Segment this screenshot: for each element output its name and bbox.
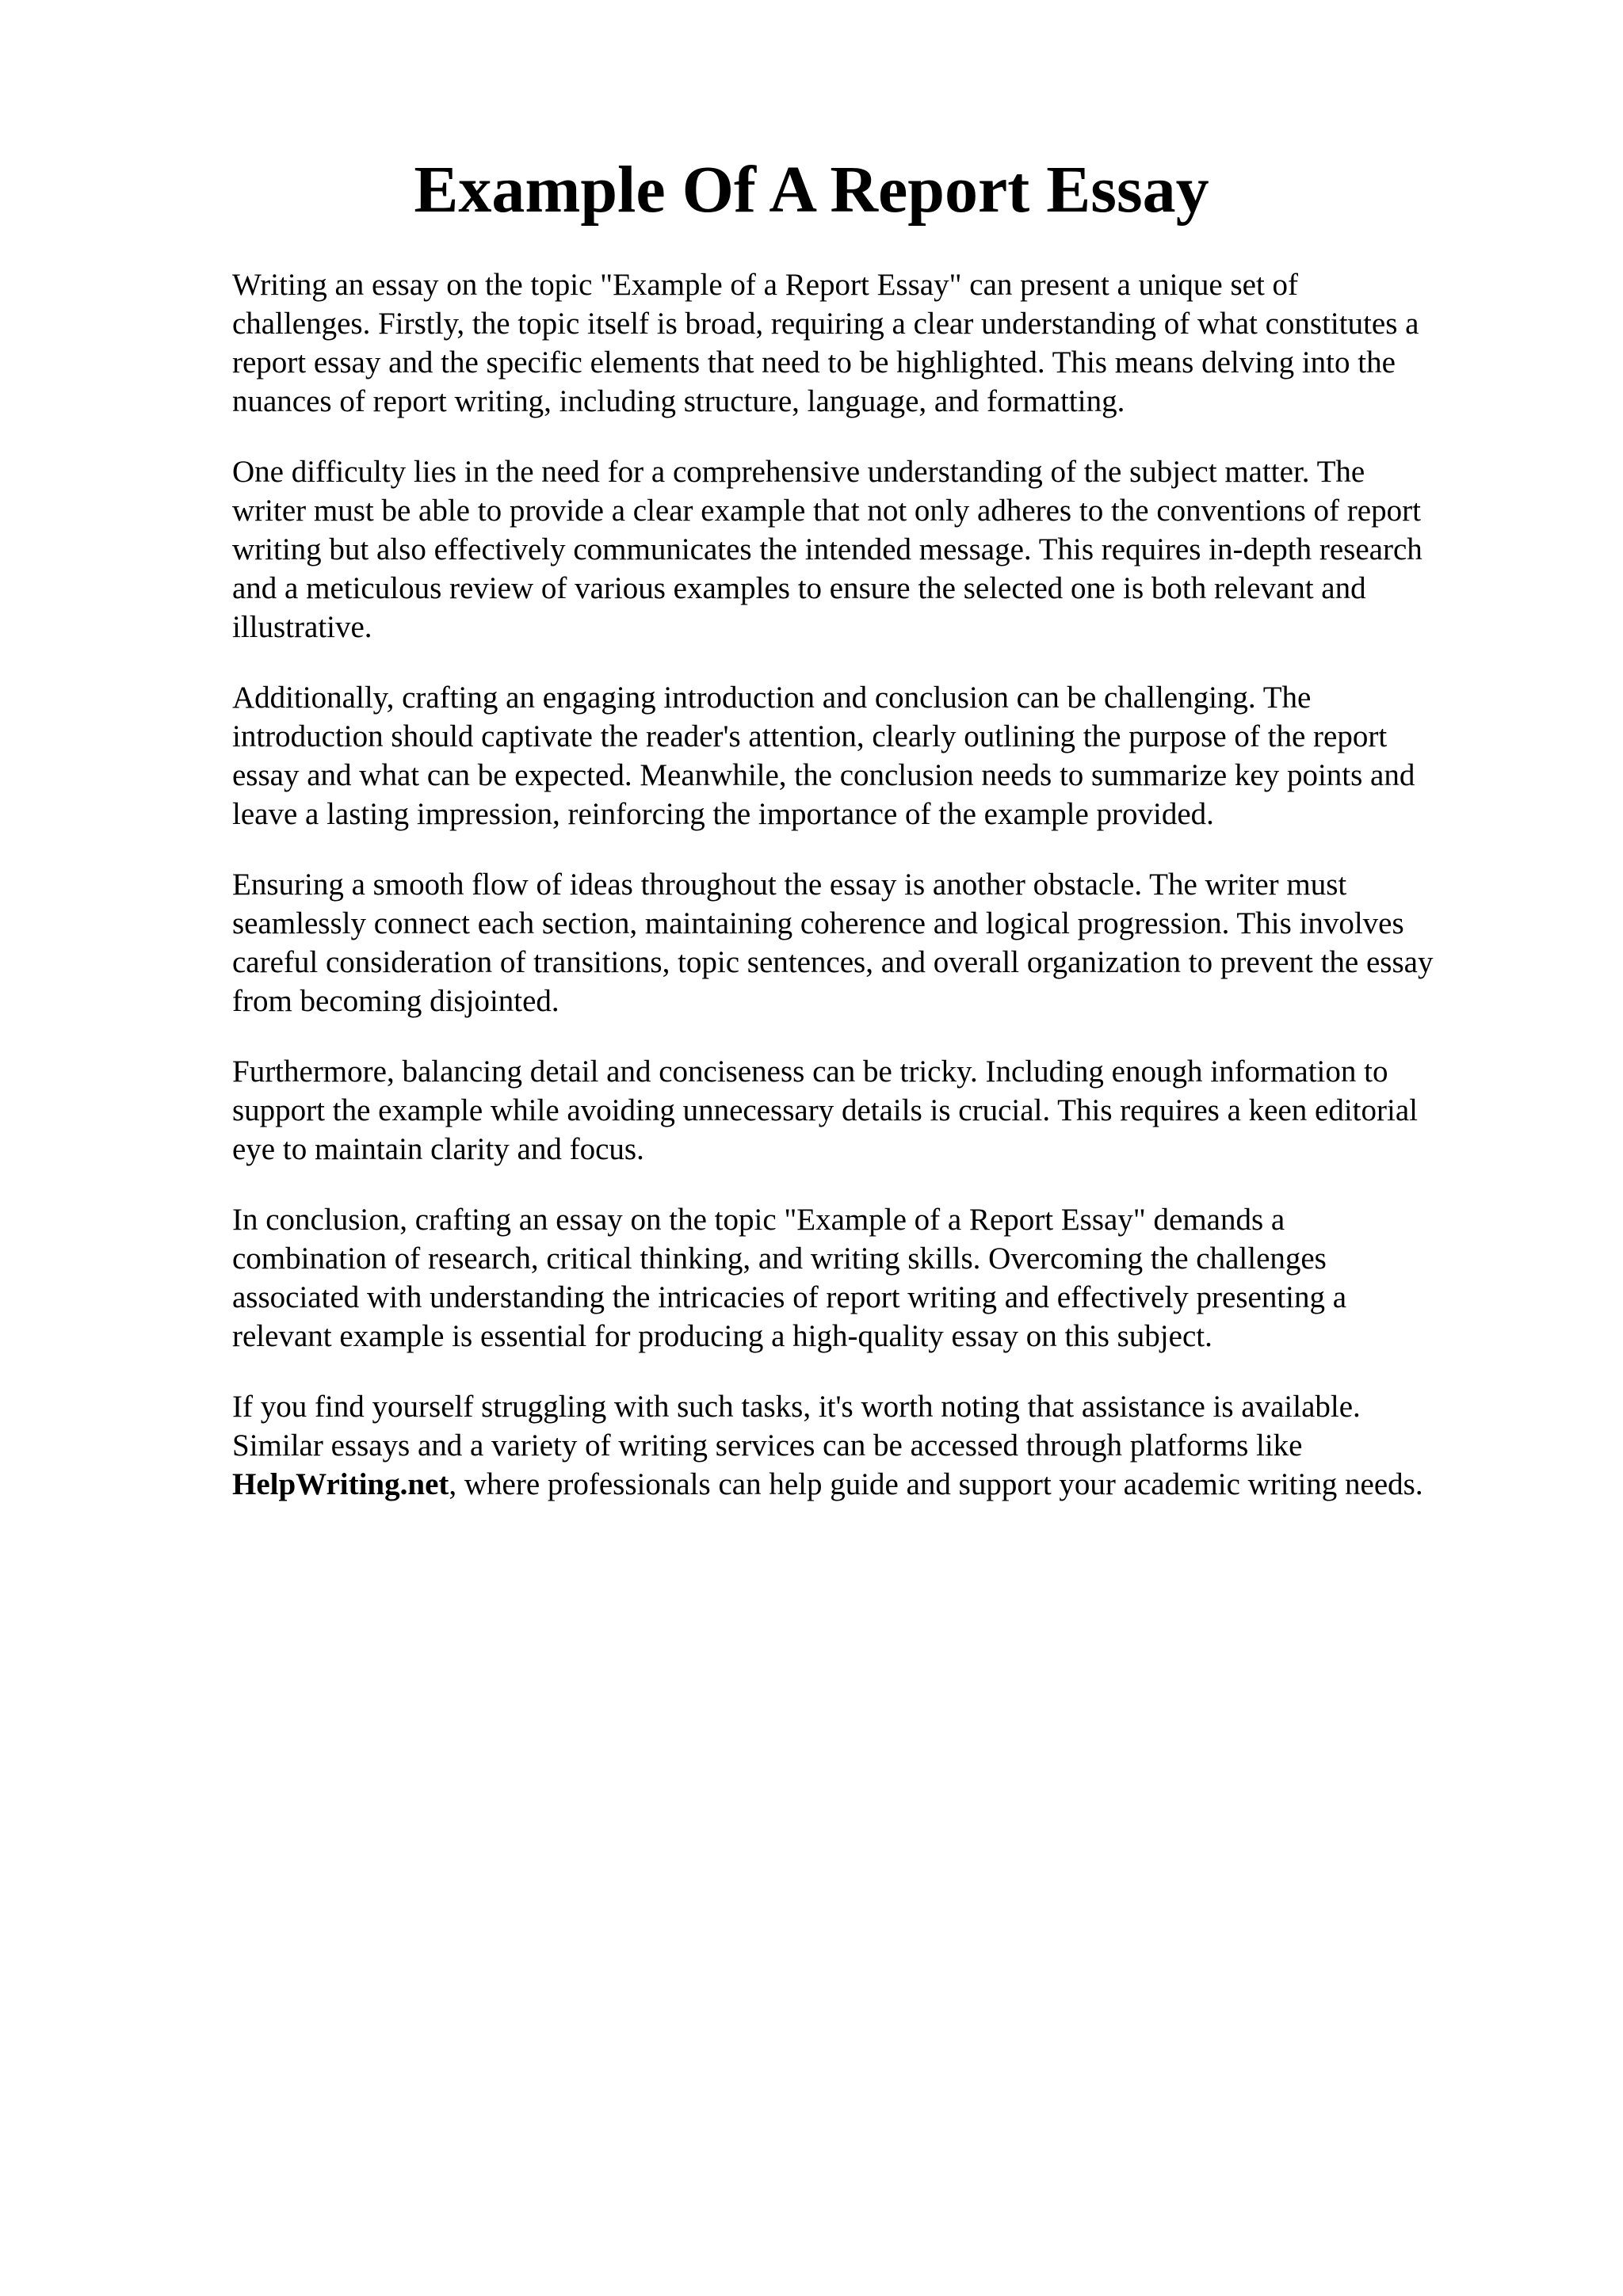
paragraph-2 (232, 452, 1516, 646)
paragraph-line: Similar essays and a variety of writing services can be accessed through platforms like (232, 1428, 1303, 1463)
document-body (232, 265, 1516, 1535)
paragraph-line: illustrative. (232, 610, 372, 644)
paragraph-line: writing but also effectively communicates the intended message. This requires in-depth research (232, 532, 1423, 566)
helpwriting-brand: HelpWriting.net (232, 1467, 449, 1501)
paragraph-line: One difficulty lies in the need for a comprehensive understanding of the subject matter. The (232, 455, 1365, 489)
document-title: Example Of A Report Essay (414, 153, 1209, 227)
closing-line-rest: , where professionals can help guide and support your academic writing needs. (449, 1467, 1423, 1501)
paragraph-line: If you find yourself struggling with such tasks, it's worth noting that assistance is available. (232, 1390, 1361, 1424)
paragraph-line: Writing an essay on the topic "Example of a Report Essay" can present a unique set of (232, 268, 1299, 302)
paragraph-line: combination of research, critical thinking, and writing skills. Overcoming the challenges (232, 1241, 1327, 1276)
paragraph-line: Furthermore, balancing detail and conciseness can be tricky. Including enough information to (232, 1055, 1388, 1089)
paragraph-line: support the example while avoiding unnecessary details is crucial. This requires a keen editorial (232, 1093, 1418, 1127)
paragraph-line: relevant example is essential for producing a high-quality essay on this subject. (232, 1319, 1212, 1353)
paragraph-line-with-brand (232, 1465, 1516, 1504)
paragraph-line: nuances of report writing, including structure, language, and formatting. (232, 384, 1125, 418)
paragraph-line: from becoming disjointed. (232, 984, 559, 1018)
paragraph-line: associated with understanding the intricacies of report writing and effectively presenting a (232, 1280, 1347, 1314)
paragraph-5 (232, 1052, 1516, 1169)
paragraph-line: seamlessly connect each section, maintaining coherence and logical progression. This involves (232, 906, 1404, 940)
paragraph-line: Ensuring a smooth flow of ideas throughout the essay is another obstacle. The writer must (232, 868, 1347, 902)
paragraph-line: challenges. Firstly, the topic itself is broad, requiring a clear understanding of what constitutes a (232, 307, 1419, 341)
paragraph-4 (232, 865, 1516, 1020)
paragraph-closing (232, 1387, 1516, 1504)
paragraph-line: report essay and the specific elements that need to be highlighted. This means delving into the (232, 345, 1396, 379)
paragraph-3 (232, 678, 1516, 833)
paragraph-line: eye to maintain clarity and focus. (232, 1132, 644, 1166)
paragraph-line: introduction should captivate the reader's attention, clearly outlining the purpose of the report (232, 719, 1388, 753)
paragraph-6 (232, 1200, 1516, 1356)
paragraph-line: leave a lasting impression, reinforcing the importance of the example provided. (232, 797, 1214, 831)
paragraph-line: careful consideration of transitions, topic sentences, and overall organization to prevent the essay (232, 945, 1434, 979)
paragraph-1 (232, 265, 1516, 421)
paragraph-line: writer must be able to provide a clear example that not only adheres to the conventions of report (232, 494, 1421, 528)
paragraph-line: essay and what can be expected. Meanwhile, the conclusion needs to summarize key points and (232, 758, 1415, 792)
paragraph-line: In conclusion, crafting an essay on the topic "Example of a Report Essay" demands a (232, 1203, 1285, 1237)
paragraph-line: Additionally, crafting an engaging introduction and conclusion can be challenging. The (232, 681, 1312, 715)
paragraph-line: and a meticulous review of various examples to ensure the selected one is both relevant and (232, 571, 1366, 605)
